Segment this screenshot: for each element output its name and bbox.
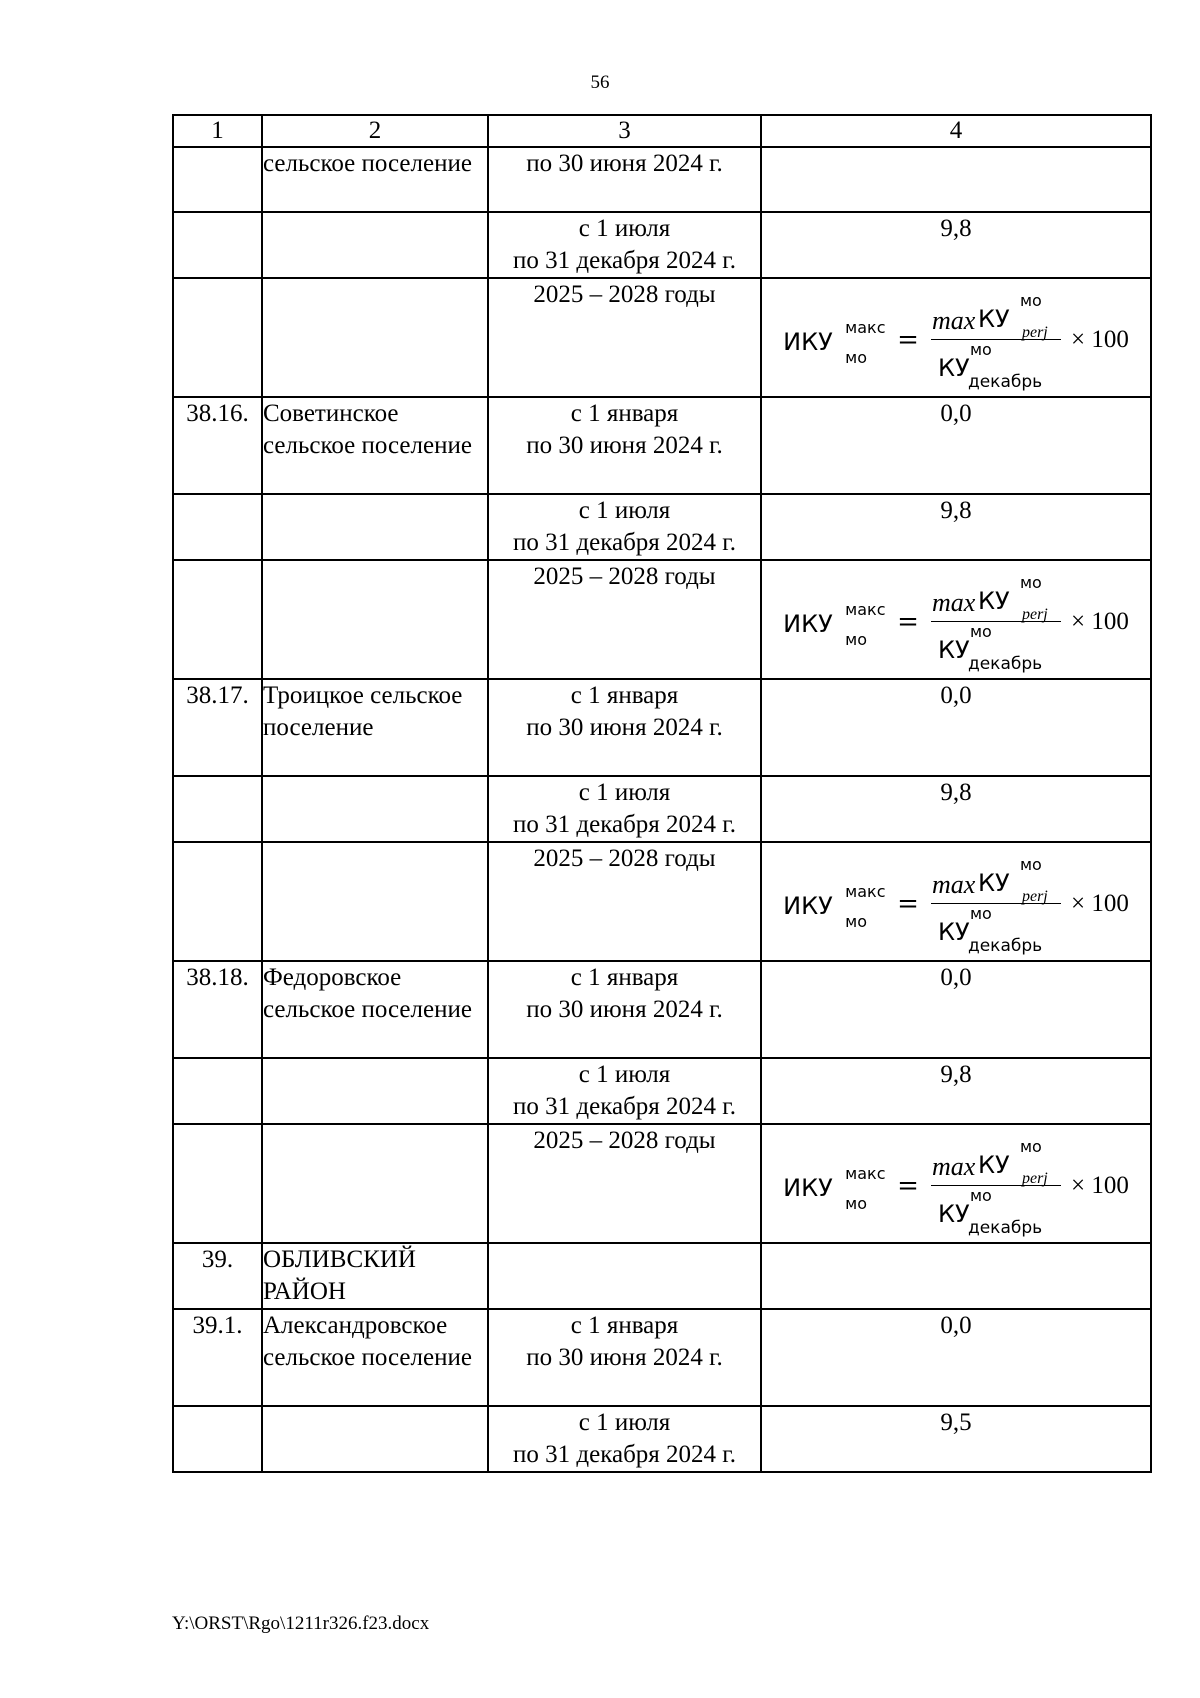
period-line-1: с 1 июля: [578, 1409, 671, 1436]
formula-lhs: [783, 1158, 891, 1214]
header-col-1: 1: [173, 115, 262, 147]
row-value: 0,0: [761, 1309, 1151, 1406]
formula-lhs-base: ИКУ: [783, 891, 833, 920]
formula-numerator-base: КУ: [977, 869, 1010, 897]
row-period: [488, 494, 761, 560]
row-period: [488, 961, 761, 1058]
formula-lhs: [783, 876, 891, 932]
formula-cell: [761, 1124, 1151, 1243]
row-value: [761, 1243, 1151, 1309]
row-period: [488, 679, 761, 776]
row-period: [488, 560, 761, 679]
row-value: [761, 147, 1151, 212]
formula-denominator: [932, 340, 1060, 390]
formula-lhs: [783, 594, 891, 650]
row-number: [173, 1124, 262, 1243]
header-col-2: 2: [262, 115, 488, 147]
table-row: [173, 560, 1151, 679]
row-number: 38.17.: [173, 679, 262, 776]
formula-denominator: [932, 904, 1060, 954]
period-line-2: по 31 декабря 2024 г.: [513, 811, 736, 838]
row-value: 9,8: [761, 776, 1151, 842]
formula-numerator-sup: мо: [1019, 573, 1042, 592]
row-number: [173, 842, 262, 961]
period-line-1: с 1 июля: [578, 1061, 671, 1088]
formula-denominator-sup: мо: [969, 1186, 992, 1205]
row-number: [173, 776, 262, 842]
row-name: [262, 1406, 488, 1472]
formula-lhs-base: ИКУ: [783, 609, 833, 638]
row-name: [262, 776, 488, 842]
formula-fraction: [931, 571, 1061, 672]
tariff-table: [172, 114, 1152, 1473]
row-period: [488, 1243, 761, 1309]
formula-denominator-sup: мо: [969, 340, 992, 359]
row-period: [488, 1058, 761, 1124]
table-row: [173, 1406, 1151, 1472]
formula-multiplier: × 100: [1070, 1171, 1129, 1199]
formula-denominator-base: КУ: [937, 1200, 970, 1228]
row-number: 39.: [173, 1243, 262, 1309]
period-line-2: по 31 декабря 2024 г.: [513, 529, 736, 556]
row-number: [173, 212, 262, 278]
formula-fraction: [931, 853, 1061, 954]
row-number: [173, 147, 262, 212]
formula: [783, 571, 1129, 672]
formula-denominator-sub: декабрь: [967, 372, 1043, 392]
formula-denominator: [932, 1186, 1060, 1236]
header-col-4: 4: [761, 115, 1151, 147]
formula-max: max: [931, 306, 976, 335]
formula-multiplier: × 100: [1070, 889, 1129, 917]
row-value: 0,0: [761, 397, 1151, 494]
row-number: 38.18.: [173, 961, 262, 1058]
formula-lhs-sub: мо: [845, 1193, 868, 1213]
formula-numerator: [932, 571, 1060, 621]
period-line-1: 2025 – 2028 годы: [533, 563, 716, 590]
row-number: 38.16.: [173, 397, 262, 494]
row-name: [262, 1058, 488, 1124]
period-line-2: по 30 июня 2024 г.: [526, 432, 723, 459]
table-row: [173, 494, 1151, 560]
row-number: [173, 1058, 262, 1124]
row-number: 39.1.: [173, 1309, 262, 1406]
row-period: [488, 147, 761, 212]
formula-numerator-base: КУ: [977, 1151, 1010, 1179]
row-name: Троицкое сельское поселение: [262, 679, 488, 776]
row-name: [262, 1124, 488, 1243]
period-line-1: с 1 января: [570, 1312, 679, 1339]
formula-numerator: [932, 289, 1060, 339]
table-row: [173, 1243, 1151, 1309]
formula-cell: [761, 278, 1151, 397]
formula-denominator-sub: декабрь: [967, 654, 1043, 674]
period-line-1: с 1 июля: [578, 215, 671, 242]
formula-denominator-sup: мо: [969, 622, 992, 641]
period-line-2: по 31 декабря 2024 г.: [513, 247, 736, 274]
formula-denominator: [932, 622, 1060, 672]
row-name: Александровское сельское поселение: [262, 1309, 488, 1406]
formula-lhs-sub: мо: [845, 347, 868, 367]
table-header-row: [173, 115, 1151, 147]
period-line-1: 2025 – 2028 годы: [533, 845, 716, 872]
formula-numerator-base: КУ: [977, 587, 1010, 615]
footer-file-path: Y:\ORST\Rgo\1211r326.f23.docx: [172, 1613, 430, 1634]
formula-lhs-base: ИКУ: [783, 327, 833, 356]
row-period: [488, 278, 761, 397]
formula-denominator-sup: мо: [969, 904, 992, 923]
formula-lhs-sup: макс: [845, 881, 886, 901]
formula-cell: [761, 842, 1151, 961]
row-name: Советинское сельское поселение: [262, 397, 488, 494]
header-col-3: 3: [488, 115, 761, 147]
formula: [783, 289, 1129, 390]
period-line-1: с 1 июля: [578, 497, 671, 524]
formula-denominator-base: КУ: [937, 636, 970, 664]
table-row: [173, 679, 1151, 776]
row-value: 0,0: [761, 961, 1151, 1058]
formula-lhs: [783, 312, 891, 368]
table-row: [173, 1309, 1151, 1406]
row-name: [262, 278, 488, 397]
formula-multiplier: × 100: [1070, 325, 1129, 353]
period-line-2: по 31 декабря 2024 г.: [513, 1441, 736, 1468]
period-line-1: 2025 – 2028 годы: [533, 281, 716, 308]
row-name: [262, 494, 488, 560]
formula-lhs-sub: мо: [845, 911, 868, 931]
formula-numerator-base: КУ: [977, 305, 1010, 333]
formula-max: max: [931, 870, 976, 899]
formula-max: max: [931, 1152, 976, 1181]
row-name: [262, 842, 488, 961]
row-number: [173, 1406, 262, 1472]
row-number: [173, 278, 262, 397]
formula-numerator-sub: perj: [1021, 324, 1048, 341]
table-row: [173, 1058, 1151, 1124]
row-name: сельское поселение: [262, 147, 488, 212]
row-value: 9,8: [761, 212, 1151, 278]
row-name: [262, 212, 488, 278]
table-row: [173, 961, 1151, 1058]
formula-denominator-sub: декабрь: [967, 936, 1043, 956]
row-period: [488, 842, 761, 961]
formula-equals: =: [897, 1170, 919, 1201]
period-line-2: по 30 июня 2024 г.: [526, 996, 723, 1023]
period-line-2: по 30 июня 2024 г.: [526, 714, 723, 741]
table-row: [173, 212, 1151, 278]
row-value: 9,8: [761, 494, 1151, 560]
period-line-1: с 1 июля: [578, 779, 671, 806]
formula-max: max: [931, 588, 976, 617]
table-row: [173, 1124, 1151, 1243]
table-row: [173, 842, 1151, 961]
formula-numerator-sup: мо: [1019, 291, 1042, 310]
formula-lhs-sup: макс: [845, 317, 886, 337]
formula-lhs-base: ИКУ: [783, 1173, 833, 1202]
period-line-2: по 31 декабря 2024 г.: [513, 1093, 736, 1120]
formula-numerator-sub: perj: [1021, 888, 1048, 905]
formula-equals: =: [897, 324, 919, 355]
formula-numerator: [932, 853, 1060, 903]
period-line-2: по 30 июня 2024 г.: [526, 150, 723, 177]
formula: [783, 853, 1129, 954]
table-row: [173, 278, 1151, 397]
formula-numerator-sub: perj: [1021, 1170, 1048, 1187]
formula-denominator-sub: декабрь: [967, 1218, 1043, 1238]
row-period: [488, 1406, 761, 1472]
formula-fraction: [931, 1135, 1061, 1236]
page-number: 56: [590, 72, 610, 93]
row-value: 0,0: [761, 679, 1151, 776]
period-line-1: с 1 января: [570, 400, 679, 427]
table-row: [173, 776, 1151, 842]
row-value: 9,5: [761, 1406, 1151, 1472]
formula-numerator-sup: мо: [1019, 855, 1042, 874]
row-name: [262, 560, 488, 679]
period-line-1: 2025 – 2028 годы: [533, 1127, 716, 1154]
row-name: ОБЛИВСКИЙ РАЙОН: [262, 1243, 488, 1309]
formula-equals: =: [897, 606, 919, 637]
row-number: [173, 560, 262, 679]
row-period: [488, 212, 761, 278]
row-period: [488, 1309, 761, 1406]
row-period: [488, 397, 761, 494]
row-period: [488, 776, 761, 842]
formula-multiplier: × 100: [1070, 607, 1129, 635]
row-period: [488, 1124, 761, 1243]
formula-numerator-sub: perj: [1021, 606, 1048, 623]
formula-cell: [761, 560, 1151, 679]
period-line-1: с 1 января: [570, 682, 679, 709]
row-number: [173, 494, 262, 560]
formula: [783, 1135, 1129, 1236]
period-line-2: по 30 июня 2024 г.: [526, 1344, 723, 1371]
formula-numerator-sup: мо: [1019, 1137, 1042, 1156]
formula-denominator-base: КУ: [937, 918, 970, 946]
row-name: Федоровское сельское поселение: [262, 961, 488, 1058]
formula-lhs-sup: макс: [845, 599, 886, 619]
table-row: [173, 147, 1151, 212]
formula-equals: =: [897, 888, 919, 919]
formula-fraction: [931, 289, 1061, 390]
formula-numerator: [932, 1135, 1060, 1185]
formula-lhs-sub: мо: [845, 629, 868, 649]
formula-lhs-sup: макс: [845, 1163, 886, 1183]
formula-denominator-base: КУ: [937, 354, 970, 382]
table-row: [173, 397, 1151, 494]
period-line-1: с 1 января: [570, 964, 679, 991]
row-value: 9,8: [761, 1058, 1151, 1124]
